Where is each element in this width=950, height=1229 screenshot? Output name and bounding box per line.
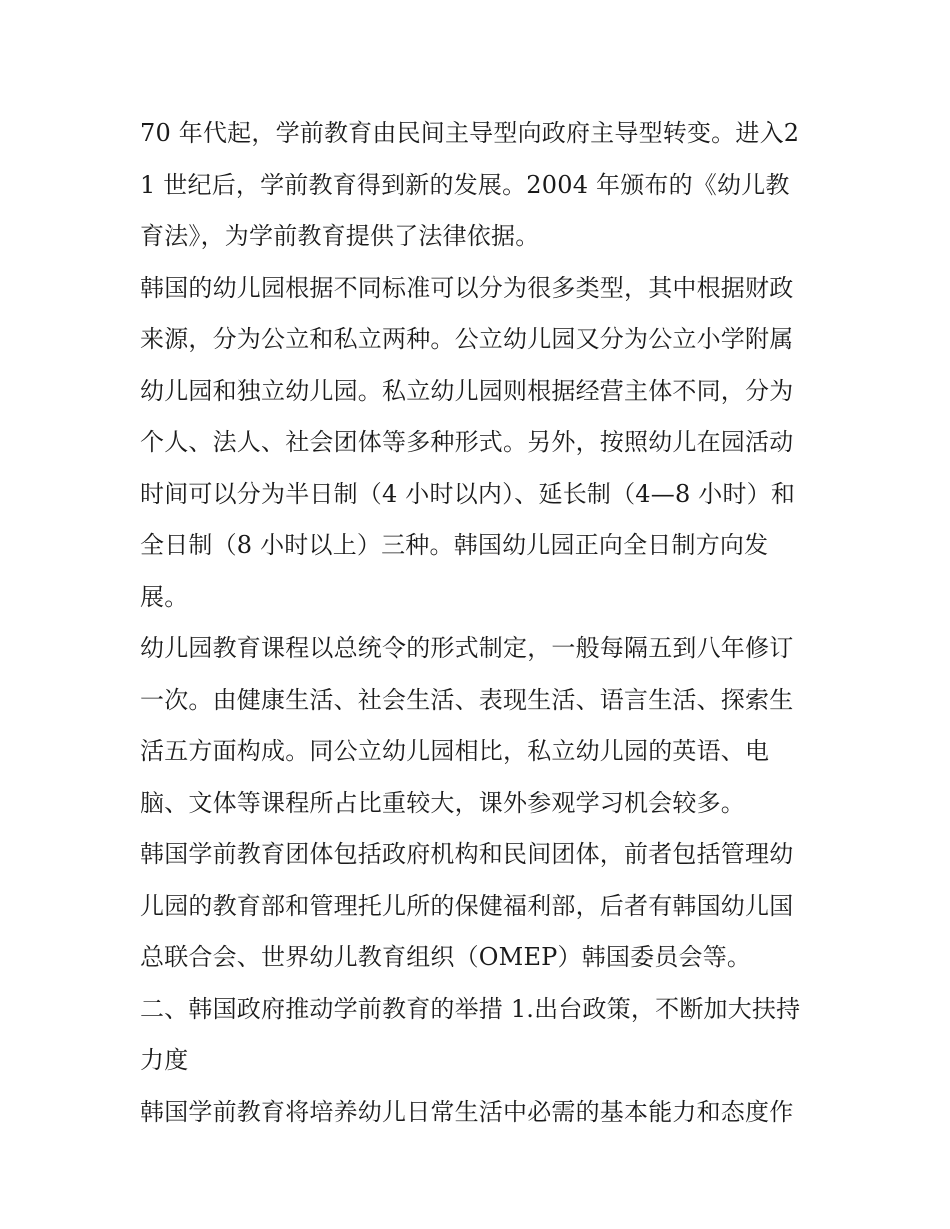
paragraph-curriculum: 幼儿园教育课程以总统令的形式制定，一般每隔五到八年修订一次。由健康生活、社会生活、表现生活、语言生活、探索生活五方面构成。同公立幼儿园相比，私立幼儿园的英语、电脑、文体等课程所占比重较大，课外参观学习机会较多。 xyxy=(140,634,794,817)
section-heading-government-measures: 二、韩国政府推动学前教育的举措 1.出台政策，不断加大扶持力度 xyxy=(140,994,801,1074)
paragraph-kindergarten-types: 韩国的幼儿园根据不同标准可以分为很多类型，其中根据财政来源，分为公立和私立两种。公立幼儿园又分为公立小学附属幼儿园和独立幼儿园。私立幼儿园则根据经营主体不同，分为个人、法人、社会团体等多种形式。另外，按照幼儿在园活动时间可以分为半日制（4 小时以内）、延长制（4—8 小时）和全日制（8 小时以上）三种。韩国幼儿园正向全日制方向发展。 xyxy=(140,273,796,611)
document-body xyxy=(140,108,812,1138)
paragraph-organizations: 韩国学前教育团体包括政府机构和民间团体，前者包括管理幼儿园的教育部和管理托儿所的保健福利部，后者有韩国幼儿国总联合会、世界幼儿教育组织（OMEP）韩国委员会等。 xyxy=(140,840,794,971)
paragraph-history: 70 年代起，学前教育由民间主导型向政府主导型转变。进入21 世纪后，学前教育得到新的发展。2004 年颁布的《幼儿教育法》，为学前教育提供了法律依据。 xyxy=(140,119,800,250)
paragraph-education-goals: 韩国学前教育将培养幼儿日常生活中必需的基本能力和态度作 xyxy=(140,1097,794,1126)
